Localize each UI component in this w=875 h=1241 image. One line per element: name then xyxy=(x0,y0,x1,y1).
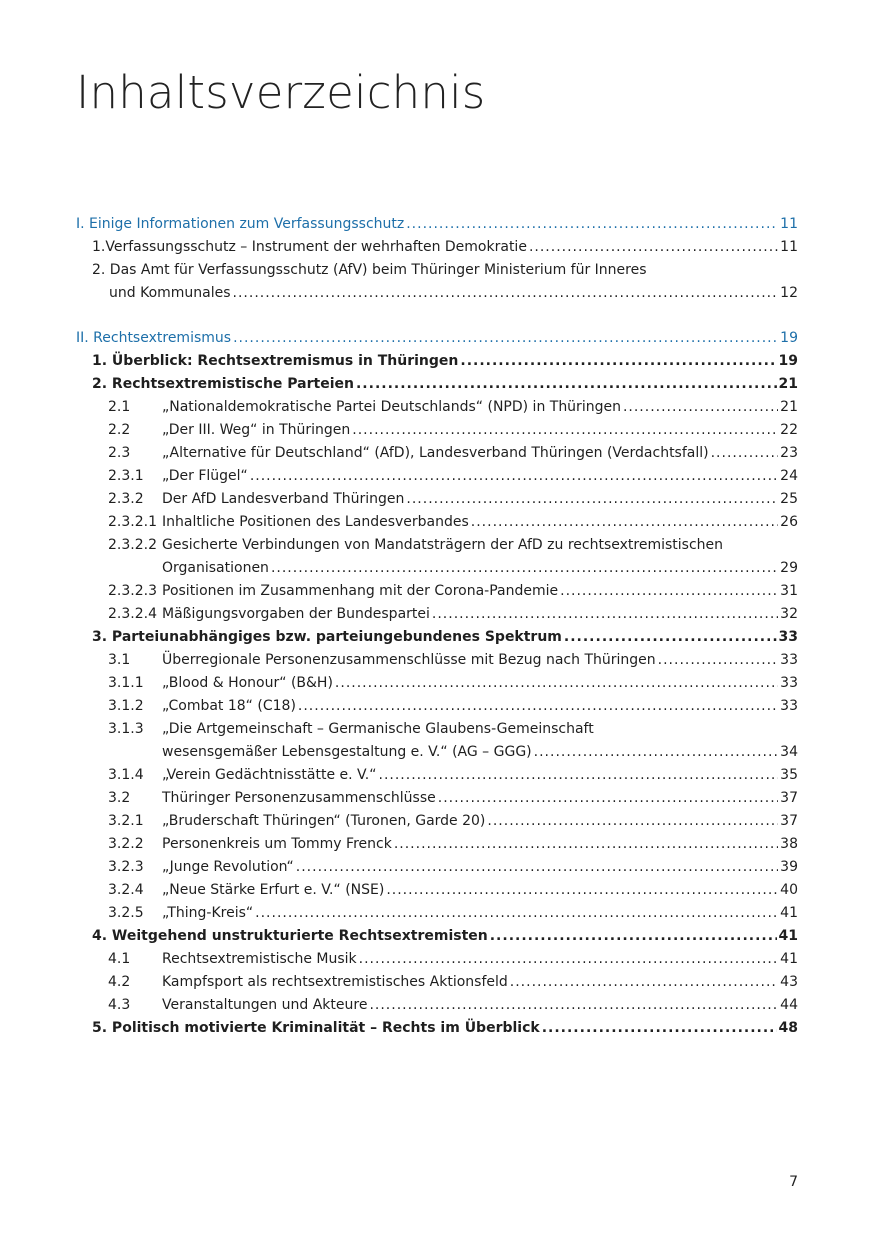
toc-subentry[interactable] xyxy=(76,764,798,787)
toc-subentry-number: 3.2.1 xyxy=(108,813,144,829)
toc-subentry-title: „Nationaldemokratische Partei Deutschlands“ (NPD) in Thüringen xyxy=(162,399,621,415)
leader-dots xyxy=(359,948,779,971)
toc-subentry[interactable] xyxy=(76,879,798,902)
toc-subentry-title: „Der III. Weg“ in Thüringen xyxy=(162,422,351,438)
toc-subentry-page: 32 xyxy=(780,606,798,622)
toc-entry-page: 12 xyxy=(780,285,798,301)
leader-dots xyxy=(623,396,778,419)
toc-entry-title-cont: und Kommunales xyxy=(109,285,231,301)
toc-subentry-title: „Die Artgemeinschaft – Germanische Glaubens-Gemeinschaft xyxy=(162,721,594,737)
toc-entry-title: 1. Überblick: Rechtsextremismus in Thüringen xyxy=(92,353,459,369)
toc-entry-title: 2. Rechtsextremistische Parteien xyxy=(92,376,354,392)
leader-dots xyxy=(490,925,777,948)
toc-subentry-number: 2.3.2 xyxy=(108,491,144,507)
toc-subentry[interactable] xyxy=(76,810,798,833)
toc-entry-title: II. Rechtsextremismus xyxy=(76,330,232,346)
toc-subentry-title-cont: Organisationen xyxy=(162,560,269,576)
toc-subentry-title: „Thing-Kreis“ xyxy=(162,905,254,921)
toc-entry[interactable] xyxy=(76,213,798,236)
toc-subentry[interactable] xyxy=(76,948,798,971)
leader-dots xyxy=(658,649,779,672)
toc-subentry-page: 26 xyxy=(780,514,798,530)
toc-subentry-title: Gesicherte Verbindungen von Mandatsträgern der AfD zu rechtsextremistischen xyxy=(162,537,723,553)
toc-subentry-number: 2.3.2.1 xyxy=(108,514,157,530)
toc-subentry[interactable] xyxy=(76,580,798,603)
leader-dots xyxy=(534,741,779,764)
table-of-contents xyxy=(76,213,798,1040)
toc-entry-page: 19 xyxy=(780,330,798,346)
toc-subentry-continuation[interactable] xyxy=(76,741,798,764)
toc-subentry-number: 3.2.3 xyxy=(108,859,144,875)
leader-dots xyxy=(386,879,778,902)
toc-subentry[interactable] xyxy=(76,534,798,557)
page-title: Inhaltsverzeichnis xyxy=(76,66,486,119)
toc-subentry-title: Rechtsextremistische Musik xyxy=(162,951,357,967)
leader-dots xyxy=(233,282,779,305)
toc-subentry-number: 3.2.2 xyxy=(108,836,144,852)
toc-subentry-number: 3.1.3 xyxy=(108,721,144,737)
toc-subentry-page: 35 xyxy=(780,767,798,783)
toc-entry-title: 3. Parteiunabhängiges bzw. parteiungebundenes Spektrum xyxy=(92,629,562,645)
leader-dots xyxy=(296,856,778,879)
toc-subentry-number: 2.3.2.4 xyxy=(108,606,157,622)
toc-subentry[interactable] xyxy=(76,672,798,695)
toc-entry[interactable] xyxy=(76,1017,798,1040)
leader-dots xyxy=(438,787,778,810)
toc-entry-title: I. Einige Informationen zum Verfassungsschutz xyxy=(76,216,405,232)
toc-subentry-number: 2.3.2.2 xyxy=(108,537,157,553)
toc-entry-page: 11 xyxy=(780,239,798,255)
toc-subentry-title: Kampfsport als rechtsextremistisches Aktionsfeld xyxy=(162,974,508,990)
toc-subentry-page: 39 xyxy=(780,859,798,875)
toc-entry-page: 19 xyxy=(778,353,798,369)
toc-subentry-page: 41 xyxy=(780,905,798,921)
toc-subentry-title: Personenkreis um Tommy Frenck xyxy=(162,836,392,852)
leader-dots xyxy=(529,236,778,259)
toc-subentry-number: 4.3 xyxy=(108,997,131,1013)
toc-subentry-title: Positionen im Zusammenhang mit der Corona-Pandemie xyxy=(162,583,559,599)
toc-subentry[interactable] xyxy=(76,649,798,672)
leader-dots xyxy=(394,833,778,856)
toc-entry-page: 41 xyxy=(778,928,798,944)
leader-dots xyxy=(487,810,778,833)
toc-subentry[interactable] xyxy=(76,465,798,488)
leader-dots xyxy=(271,557,778,580)
toc-subentry[interactable] xyxy=(76,442,798,465)
toc-subentry-title: „Der Flügel“ xyxy=(162,468,248,484)
leader-dots xyxy=(460,350,776,373)
toc-subentry-title: „Verein Gedächtnisstätte e. V.“ xyxy=(162,767,377,783)
toc-entry-page: 48 xyxy=(778,1020,798,1036)
toc-subentry-number: 2.3 xyxy=(108,445,131,461)
toc-subentry-title: Der AfD Landesverband Thüringen xyxy=(162,491,405,507)
toc-subentry-number: 3.1.4 xyxy=(108,767,144,783)
toc-entry[interactable] xyxy=(76,626,798,649)
toc-entry[interactable] xyxy=(76,373,798,396)
toc-subentry-number: 3.2 xyxy=(108,790,131,806)
toc-subentry-page: 33 xyxy=(780,698,798,714)
leader-dots xyxy=(379,764,779,787)
leader-dots xyxy=(406,213,778,236)
leader-dots xyxy=(542,1017,777,1040)
toc-subentry-number: 4.2 xyxy=(108,974,131,990)
toc-subentry[interactable] xyxy=(76,511,798,534)
toc-subentry-number: 3.2.4 xyxy=(108,882,144,898)
toc-entry[interactable] xyxy=(76,236,798,259)
toc-entry-continuation[interactable] xyxy=(76,282,798,305)
toc-subentry-number: 2.2 xyxy=(108,422,131,438)
toc-subentry[interactable] xyxy=(76,856,798,879)
leader-dots xyxy=(255,902,778,925)
toc-entry-title: 1.Verfassungsschutz – Instrument der wehrhaften Demokratie xyxy=(92,239,527,255)
toc-entry-page: 21 xyxy=(778,376,798,392)
toc-subentry-page: 44 xyxy=(780,997,798,1013)
leader-dots xyxy=(564,626,777,649)
page-number: 7 xyxy=(789,1174,798,1190)
leader-dots xyxy=(369,994,778,1017)
toc-subentry-number: 2.1 xyxy=(108,399,131,415)
leader-dots xyxy=(233,327,778,350)
toc-subentry-page: 22 xyxy=(780,422,798,438)
toc-subentry-page: 31 xyxy=(780,583,798,599)
toc-subentry[interactable] xyxy=(76,833,798,856)
toc-entry-title: 4. Weitgehend unstrukturierte Rechtsextremisten xyxy=(92,928,488,944)
toc-subentry-page: 33 xyxy=(780,675,798,691)
toc-subentry-title: Überregionale Personenzusammenschlüsse mit Bezug nach Thüringen xyxy=(162,652,656,668)
toc-subentry-title: „Alternative für Deutschland“ (AfD), Landesverband Thüringen (Verdachtsfall) xyxy=(162,445,709,461)
toc-subentry-continuation[interactable] xyxy=(76,557,798,580)
toc-subentry[interactable] xyxy=(76,603,798,626)
toc-subentry-title: Inhaltliche Positionen des Landesverbandes xyxy=(162,514,469,530)
toc-entry-page: 11 xyxy=(780,216,798,232)
toc-subentry-page: 43 xyxy=(780,974,798,990)
toc-subentry-title: „Bruderschaft Thüringen“ (Turonen, Garde 20) xyxy=(162,813,486,829)
leader-dots xyxy=(352,419,778,442)
toc-subentry[interactable] xyxy=(76,787,798,810)
toc-subentry-title-cont: wesensgemäßer Lebensgestaltung e. V.“ (AG – GGG) xyxy=(162,744,532,760)
toc-subentry-number: 3.1.2 xyxy=(108,698,144,714)
toc-subentry-page: 21 xyxy=(780,399,798,415)
leader-dots xyxy=(560,580,778,603)
toc-subentry-page: 34 xyxy=(780,744,798,760)
leader-dots xyxy=(510,971,778,994)
toc-subentry-page: 40 xyxy=(780,882,798,898)
toc-subentry-title: Mäßigungsvorgaben der Bundespartei xyxy=(162,606,430,622)
toc-subentry-page: 41 xyxy=(780,951,798,967)
toc-subentry-page: 23 xyxy=(780,445,798,461)
toc-entry-title: 2. Das Amt für Verfassungsschutz (AfV) beim Thüringer Ministerium für Inneres xyxy=(92,262,647,278)
toc-subentry[interactable] xyxy=(76,419,798,442)
toc-subentry-page: 38 xyxy=(780,836,798,852)
toc-subentry-number: 3.1 xyxy=(108,652,131,668)
toc-subentry-page: 24 xyxy=(780,468,798,484)
toc-subentry-page: 29 xyxy=(780,560,798,576)
toc-subentry-page: 37 xyxy=(780,790,798,806)
leader-dots xyxy=(432,603,778,626)
toc-subentry-number: 4.1 xyxy=(108,951,131,967)
toc-entry[interactable] xyxy=(76,925,798,948)
section-spacer xyxy=(76,305,798,327)
toc-subentry-page: 37 xyxy=(780,813,798,829)
toc-subentry[interactable] xyxy=(76,902,798,925)
toc-subentry[interactable] xyxy=(76,695,798,718)
leader-dots xyxy=(406,488,778,511)
toc-subentry-title: „Blood & Honour“ (B&H) xyxy=(162,675,333,691)
toc-entry-title: 5. Politisch motivierte Kriminalität – Rechts im Überblick xyxy=(92,1020,540,1036)
toc-subentry-number: 3.1.1 xyxy=(108,675,144,691)
toc-subentry-number: 2.3.2.3 xyxy=(108,583,157,599)
leader-dots xyxy=(356,373,777,396)
toc-subentry-title: „Junge Revolution“ xyxy=(162,859,294,875)
toc-subentry-number: 2.3.1 xyxy=(108,468,144,484)
leader-dots xyxy=(250,465,778,488)
toc-subentry-number: 3.2.5 xyxy=(108,905,144,921)
toc-subentry-page: 25 xyxy=(780,491,798,507)
toc-subentry[interactable] xyxy=(76,971,798,994)
toc-subentry-title: Thüringer Personenzusammenschlüsse xyxy=(162,790,436,806)
toc-entry[interactable] xyxy=(76,259,798,282)
toc-subentry[interactable] xyxy=(76,488,798,511)
toc-entry-page: 33 xyxy=(778,629,798,645)
leader-dots xyxy=(711,442,779,465)
toc-subentry-title: „Neue Stärke Erfurt e. V.“ (NSE) xyxy=(162,882,385,898)
toc-subentry[interactable] xyxy=(76,994,798,1017)
toc-subentry-page: 33 xyxy=(780,652,798,668)
leader-dots xyxy=(471,511,778,534)
toc-subentry-title: „Combat 18“ (C18) xyxy=(162,698,296,714)
toc-entry[interactable] xyxy=(76,350,798,373)
toc-entry[interactable] xyxy=(76,327,798,350)
leader-dots xyxy=(298,695,778,718)
toc-subentry-title: Veranstaltungen und Akteure xyxy=(162,997,368,1013)
toc-subentry[interactable] xyxy=(76,396,798,419)
toc-subentry[interactable] xyxy=(76,718,798,741)
leader-dots xyxy=(335,672,778,695)
